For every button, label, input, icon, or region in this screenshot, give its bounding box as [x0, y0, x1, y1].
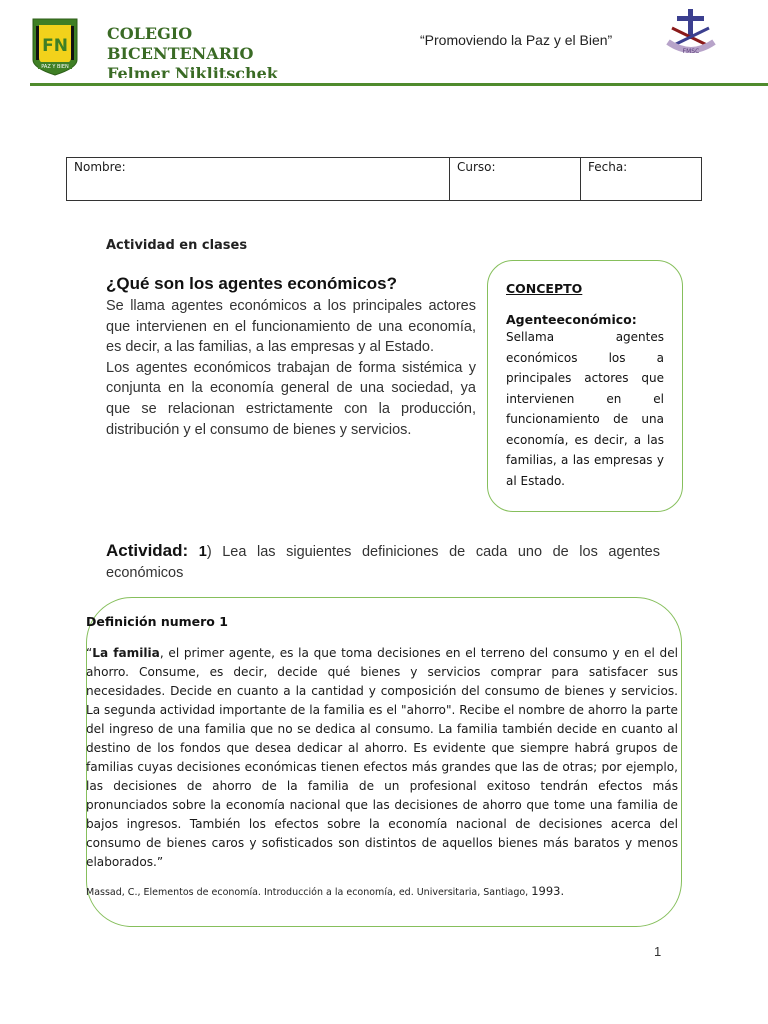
intro-paragraph-2: Los agentes económicos trabajan de forma sistémica y conjunta en la economía general de una sociedad, ya que se relacionan estrictamente con la producción, distribución y el consumo de bienes y servicios. — [106, 359, 476, 438]
citation-text: Massad, C., Elementos de economía. Introducción a la economía, ed. Universitaria, Santiago, — [86, 887, 532, 898]
svg-text:PAZ Y BIEN: PAZ Y BIEN — [41, 64, 69, 70]
intro-paragraph-1: Se llama agentes económicos a los principales actores que intervienen en el funcionamiento de una economía, es decir, a las familias, a las empresas y al Estado. — [106, 298, 476, 356]
concept-title: CONCEPTO — [506, 281, 583, 296]
definition-term: La familia — [92, 646, 160, 660]
page-number: 1 — [654, 944, 662, 959]
header-divider — [30, 83, 768, 86]
activity-number: 1 — [198, 544, 207, 560]
school-logo — [32, 18, 78, 76]
definition-body: , el primer agente, es la que toma decisiones en el terreno del consumo y en el del ahorro. Consume, es decir, decide qué bienes y servicios comprar para satisfacer sus necesidades. Decide en cuanto a la cantidad y composición del consumo de bienes y servicios. La segunda actividad importante de la familia es el "ahorro". Recibe el nombre de ahorro la parte del ingreso de una familia que no se dedica al consumo. La familia también decide en cuanto al destino de los fondos que desea dedicar al ahorro. Es evidente que siempre habrá grupos de familias cuyas decisiones económicas tienen efectos más grandes que las de otras; por ejemplo, las decisiones de ahorro de la familia de un profesional exitoso tendrán efectos más pronunciados sobre la economía nacional que las decisiones de ahorro que tome una familia de bajos ingresos. También los efectos sobre la economía nacional de decisiones acerca del consumo de bienes caros y sofisticados son distintos de aquellos bienes más baratos y menos elaborados.” — [86, 646, 678, 869]
congregation-logo — [662, 8, 720, 58]
school-motto: “Promoviendo la Paz y el Bien” — [420, 32, 613, 48]
school-shield-icon — [32, 18, 78, 76]
activity-title: Actividad en clases — [106, 238, 248, 253]
student-info-table — [66, 157, 702, 201]
concept-term: Agenteeconómico: — [506, 312, 637, 327]
name-field[interactable] — [67, 158, 450, 201]
school-name-line1: COLEGIO — [107, 24, 193, 43]
school-name — [107, 24, 278, 78]
activity-label: Actividad: — [106, 541, 189, 560]
section-question: ¿Qué son los agentes económicos? — [106, 274, 397, 293]
definition-open-quote: “ — [86, 646, 93, 660]
date-field[interactable] — [581, 158, 702, 201]
activity-instruction-text: ) Lea las siguientes definiciones de cada uno de los agentes económicos — [106, 544, 660, 581]
course-label: Curso: — [457, 160, 496, 174]
name-label: Nombre: — [74, 160, 126, 174]
svg-text:FN: FN — [42, 36, 68, 56]
course-field[interactable] — [450, 158, 581, 201]
definition-text — [86, 644, 678, 872]
citation — [86, 884, 564, 898]
cross-emblem-icon — [662, 8, 720, 58]
school-name-line3: Felmer Niklitschek — [107, 64, 278, 78]
concept-box — [487, 260, 683, 512]
activity-instruction — [106, 540, 660, 584]
date-label: Fecha: — [588, 160, 628, 174]
intro-text — [106, 296, 476, 440]
svg-text:FMSC: FMSC — [682, 48, 700, 55]
definition-title: Definición numero 1 — [86, 614, 228, 629]
school-name-line2: BICENTENARIO — [107, 44, 254, 63]
citation-year: 1993. — [531, 884, 565, 898]
concept-definition: Sellama agentes económicos los a principales actores que intervienen en el funcionamiento de una economía, es decir, a las familias, a las empresas y al Estado. — [506, 330, 664, 488]
